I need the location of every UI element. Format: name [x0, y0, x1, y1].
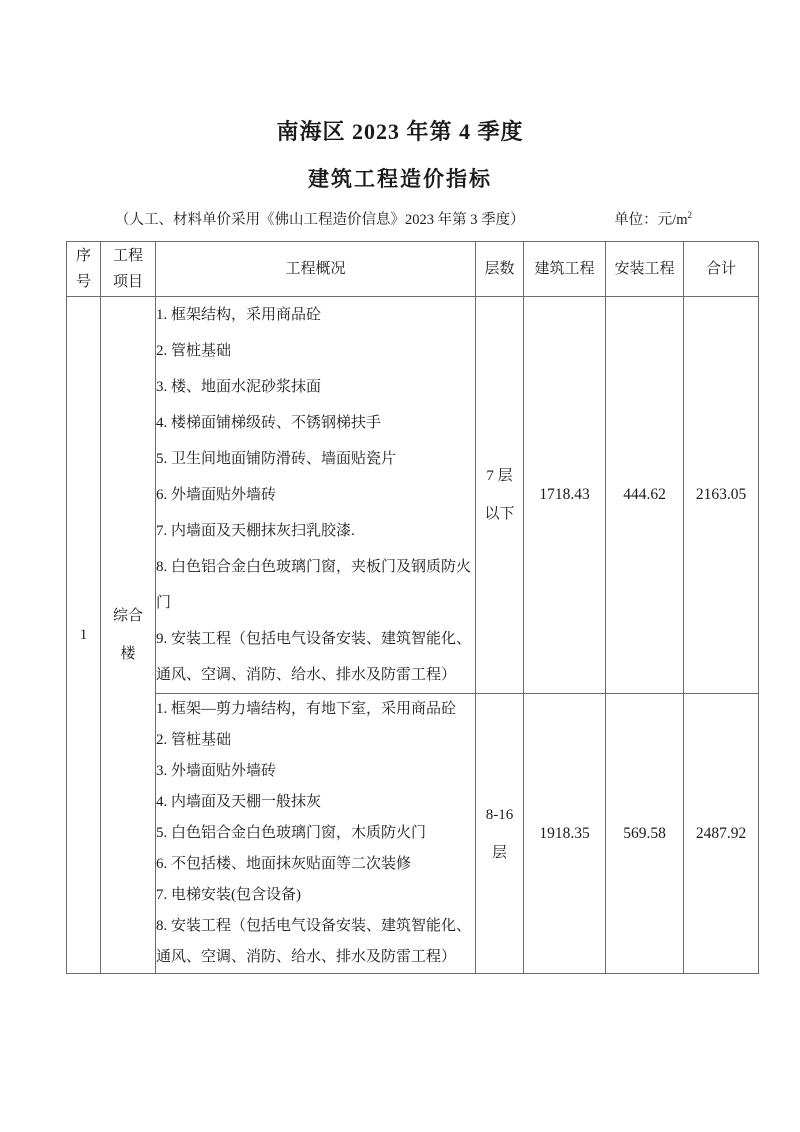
- overview-line: 7. 内墙面及天棚抹灰扫乳胶漆.: [156, 523, 355, 539]
- col-header-seq-line1: 序: [75, 248, 91, 264]
- floors-line1: 8-16: [485, 806, 514, 823]
- overview-line: 8. 白色铝合金白色玻璃门窗，夹板门及钢质防火门: [156, 559, 472, 611]
- construction-cost-cell: 1918.35: [524, 694, 606, 974]
- installation-cost-cell: 569.58: [606, 694, 684, 974]
- page-title: 南海区 2023 年第 4 季度: [276, 119, 524, 144]
- floors-line1: 7 层: [486, 468, 513, 484]
- page-subtitle: 建筑工程造价指标: [308, 167, 492, 191]
- total-cost-cell: 2487.92: [684, 694, 759, 974]
- overview-line: 2. 管桩基础: [156, 343, 232, 359]
- project-name-line2: 楼: [120, 646, 136, 662]
- overview-line: 4. 内墙面及天棚一般抹灰: [156, 794, 322, 810]
- overview-line: 8. 安装工程（包括电气设备安装、建筑智能化、: [156, 918, 472, 934]
- col-header-project-line2: 项目: [112, 274, 143, 290]
- col-header-project-line1: 工程: [112, 248, 143, 264]
- floors-cell: [476, 297, 524, 694]
- overview-cell: [156, 297, 476, 694]
- unit-superscript: 2: [687, 210, 692, 221]
- project-cell: [101, 297, 156, 974]
- col-header-floors: 层数: [476, 242, 524, 297]
- col-header-installation: 安装工程: [606, 242, 684, 297]
- table-row: [67, 694, 759, 974]
- overview-line: 3. 楼、地面水泥砂浆抹面: [156, 379, 322, 395]
- overview-line: 3. 外墙面贴外墙砖: [156, 763, 277, 779]
- col-header-construction: 建筑工程: [524, 242, 606, 297]
- overview-cell: [156, 694, 476, 974]
- col-header-seq-line2: 号: [75, 274, 91, 290]
- overview-line: 9. 安装工程（包括电气设备安装、建筑智能化、: [156, 631, 472, 647]
- table-row: [67, 297, 759, 694]
- unit-text: 单位：元/m: [614, 212, 688, 228]
- overview-line: 通风、空调、消防、给水、排水及防雷工程）: [156, 667, 457, 683]
- col-header-overview: 工程概况: [156, 242, 476, 297]
- floors-line2: 以下: [484, 506, 515, 522]
- project-name-line1: 综合: [112, 608, 143, 624]
- source-note: （人工、材料单价采用《佛山工程造价信息》2023 年第 3 季度）: [115, 212, 525, 228]
- col-header-seq: [67, 242, 101, 297]
- meta-row: [66, 210, 734, 230]
- table-header-row: [67, 242, 759, 297]
- overview-line: 7. 电梯安装(包含设备): [156, 887, 301, 903]
- overview-line: 6. 外墙面贴外墙砖: [156, 487, 277, 503]
- overview-line: 5. 白色铝合金白色玻璃门窗，木质防火门: [156, 825, 427, 841]
- floors-cell: [476, 694, 524, 974]
- overview-line: 6. 不包括楼、地面抹灰贴面等二次装修: [156, 856, 412, 872]
- unit-label: [614, 210, 692, 230]
- overview-line: 5. 卫生间地面铺防滑砖、墙面贴瓷片: [156, 451, 397, 467]
- total-cost-cell: 2163.05: [684, 297, 759, 694]
- overview-line: 通风、空调、消防、给水、排水及防雷工程）: [156, 949, 457, 965]
- overview-line: 1. 框架结构，采用商品砼: [156, 307, 322, 323]
- seq-cell: 1: [67, 297, 101, 974]
- installation-cost-cell: 444.62: [606, 297, 684, 694]
- floors-line2: 层: [491, 844, 507, 861]
- cost-index-table: [66, 241, 759, 974]
- overview-line: 2. 管桩基础: [156, 732, 232, 748]
- overview-line: 4. 楼梯面铺梯级砖、不锈钢梯扶手: [156, 415, 382, 431]
- col-header-total: 合计: [684, 242, 759, 297]
- construction-cost-cell: 1718.43: [524, 297, 606, 694]
- col-header-project: [101, 242, 156, 297]
- overview-line: 1. 框架—剪力墙结构，有地下室，采用商品砼: [156, 701, 457, 717]
